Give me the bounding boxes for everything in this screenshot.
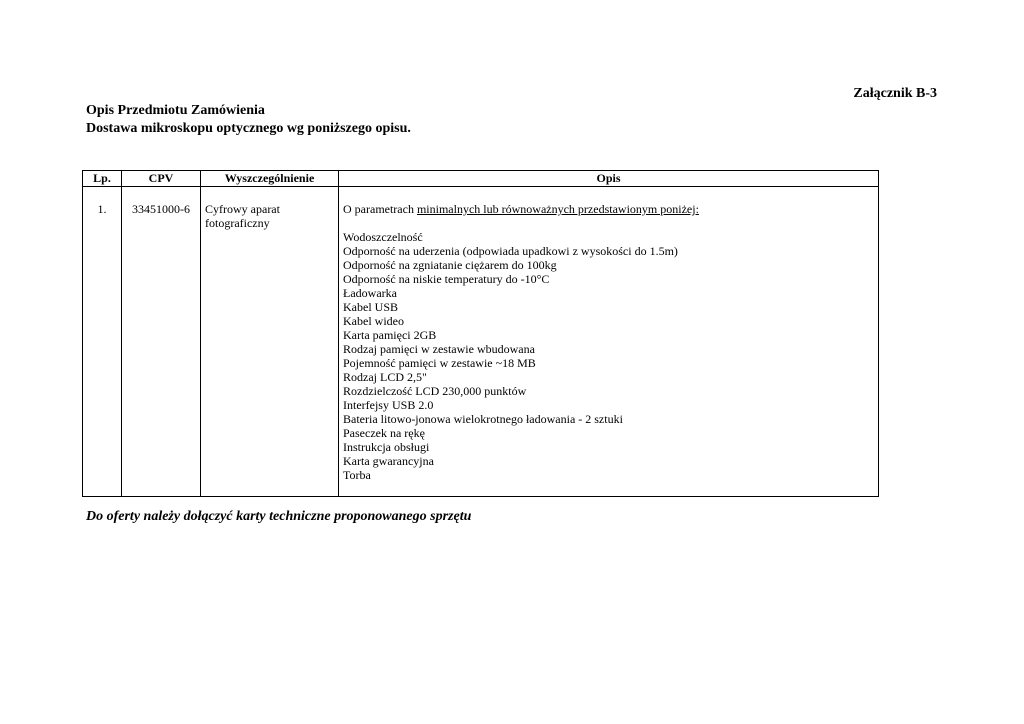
- header-cpv: CPV: [122, 171, 201, 187]
- table-row: [83, 187, 879, 497]
- list-item: Rozdzielczość LCD 230,000 punktów: [343, 384, 527, 398]
- list-item: Odporność na niskie temperatury do -10°C: [343, 272, 550, 286]
- list-item: Instrukcja obsługi: [343, 440, 430, 454]
- header-lp: Lp.: [83, 171, 122, 187]
- list-item: Odporność na zgniatanie ciężarem do 100kg: [343, 258, 557, 272]
- list-item: Karta pamięci 2GB: [343, 328, 437, 342]
- cell-lp: 1.: [83, 187, 122, 497]
- document-title: Opis Przedmiotu Zamówienia: [86, 103, 265, 118]
- list-item: Bateria litowo-jonowa wielokrotnego ładowania - 2 sztuki: [343, 412, 623, 426]
- specification-table: [82, 170, 879, 497]
- list-item: Karta gwarancyjna: [343, 454, 434, 468]
- list-item: Kabel wideo: [343, 314, 404, 328]
- list-item: Paseczek na rękę: [343, 426, 425, 440]
- cell-description: [339, 187, 879, 497]
- list-item: Rodzaj LCD 2,5": [343, 370, 427, 384]
- list-item: Pojemność pamięci w zestawie ~18 MB: [343, 356, 536, 370]
- description-intro: [343, 202, 874, 216]
- intro-underlined: minimalnych lub równoważnych przedstawionym poniżej:: [416, 202, 699, 216]
- header-description: Opis: [339, 171, 879, 187]
- list-item: Torba: [343, 468, 371, 482]
- table-header-row: [83, 171, 879, 187]
- list-item: Kabel USB: [343, 300, 398, 314]
- list-item: Rodzaj pamięci w zestawie wbudowana: [343, 342, 535, 356]
- intro-prefix: O parametrach: [343, 202, 417, 216]
- list-item: Odporność na uderzenia (odpowiada upadkowi z wysokości do 1.5m): [343, 244, 678, 258]
- header-item: Wyszczególnienie: [201, 171, 339, 187]
- footer-note: Do oferty należy dołączyć karty techniczne proponowanego sprzętu: [86, 509, 472, 524]
- list-item: Interfejsy USB 2.0: [343, 398, 434, 412]
- document-heading: [86, 102, 411, 138]
- document-subtitle: Dostawa mikroskopu optycznego wg poniższego opisu.: [86, 121, 411, 136]
- annex-label: Załącznik B-3: [853, 86, 937, 101]
- cell-item: Cyfrowy aparat fotograficzny: [201, 187, 339, 497]
- list-item: Wodoszczelność: [343, 230, 423, 244]
- list-item: Ładowarka: [343, 286, 397, 300]
- cell-cpv: 33451000-6: [122, 187, 201, 497]
- requirements-list: [343, 230, 874, 482]
